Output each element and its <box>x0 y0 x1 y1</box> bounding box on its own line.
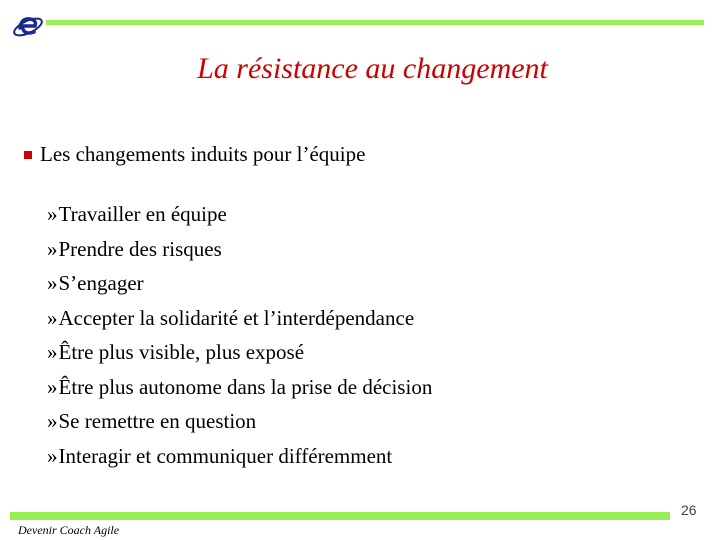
bullet-marker: » <box>47 271 58 295</box>
bullet-marker: » <box>47 409 58 433</box>
list-item-text: S’engager <box>58 271 144 295</box>
list-item <box>47 375 432 410</box>
list-item-text: Accepter la solidarité et l’interdépendance <box>58 305 415 330</box>
list-item-text: Se remettre en question <box>58 409 257 433</box>
bullet-marker: » <box>47 236 58 261</box>
bullet-marker: » <box>47 340 58 364</box>
bottom-accent-bar <box>10 512 670 520</box>
list-item <box>47 306 432 341</box>
slide-title: La résistance au changement <box>197 52 548 85</box>
page-number: 26 <box>681 502 697 518</box>
footer-text: Devenir Coach Agile <box>18 523 120 537</box>
list-item <box>47 271 432 306</box>
bullet-marker: » <box>47 305 58 330</box>
list-item-text: Être plus autonome dans la prise de décision <box>58 374 433 399</box>
section-heading <box>24 142 365 167</box>
bullet-marker: » <box>47 374 58 399</box>
list-item <box>47 237 432 272</box>
list-item-text: Interagir et communiquer différemment <box>58 443 393 468</box>
section-heading-text: Les changements induits pour l’équipe <box>40 142 366 166</box>
square-bullet-icon <box>24 151 32 159</box>
top-accent-bar <box>46 20 704 25</box>
list-item <box>47 409 432 444</box>
bullet-list <box>47 202 432 478</box>
e-orbit-logo-icon <box>10 8 50 42</box>
bullet-marker: » <box>47 202 58 226</box>
list-item <box>47 444 432 479</box>
list-item-text: Prendre des risques <box>58 236 222 261</box>
list-item-text: Être plus visible, plus exposé <box>58 340 305 364</box>
list-item <box>47 202 432 237</box>
list-item <box>47 340 432 375</box>
list-item-text: Travailler en équipe <box>58 202 227 226</box>
bullet-marker: » <box>47 443 58 468</box>
